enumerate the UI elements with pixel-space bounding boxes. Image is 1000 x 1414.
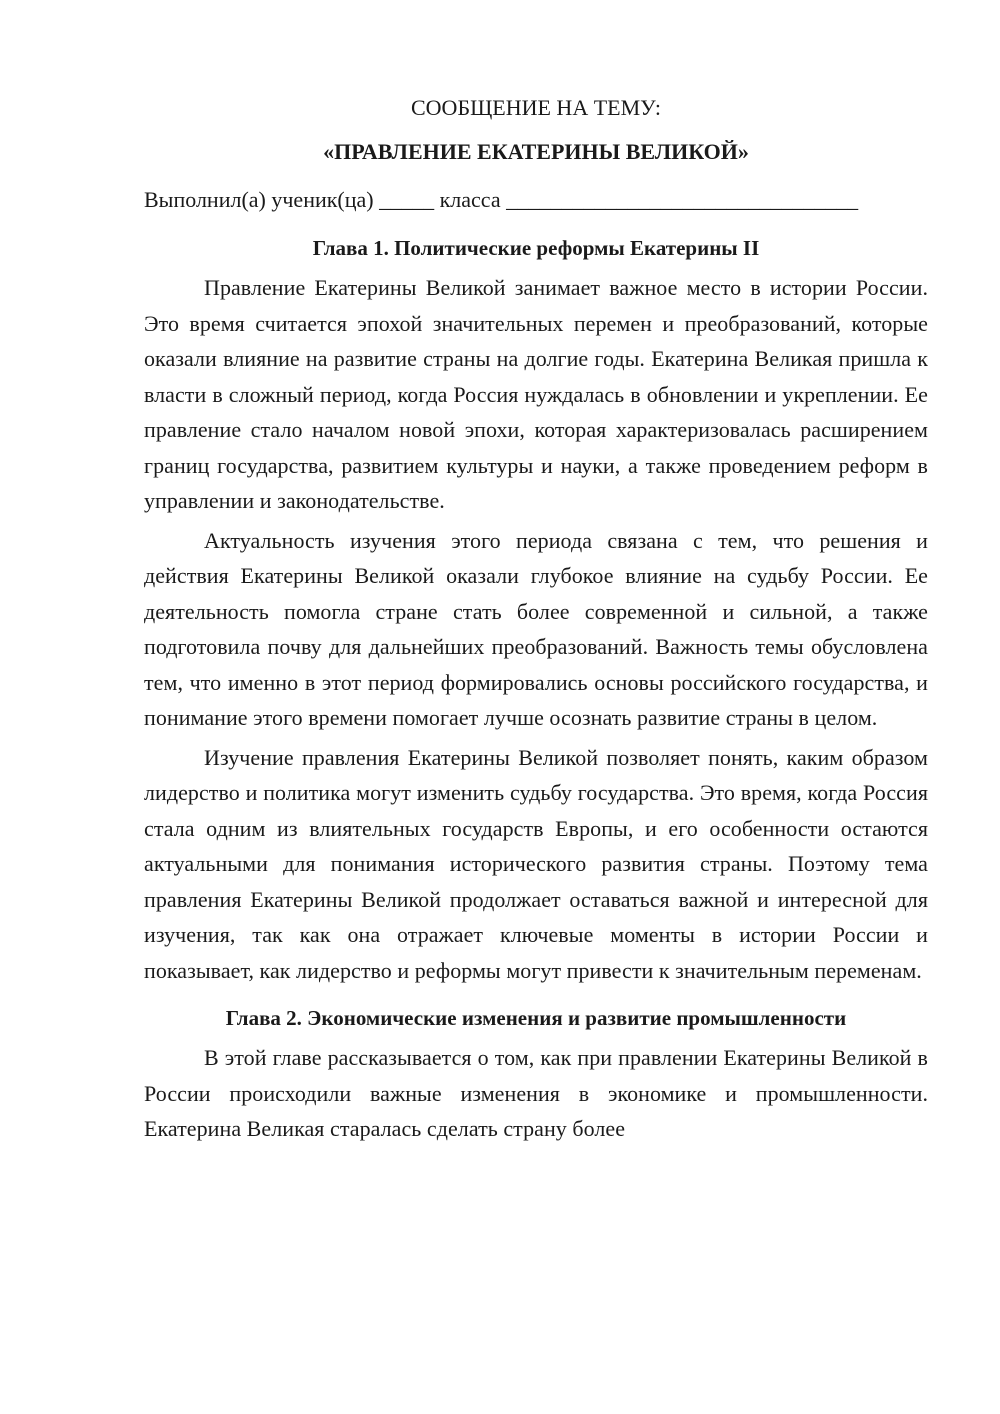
paragraph: Актуальность изучения этого периода связана с тем, что решения и действия Екатерины Великой оказали глубокое влияние на судьбу России. Ее деятельность помогла стране стать более современной и сильной, а также подготовила почву для дальнейших преобразований. Важность темы обусловлена тем, что именно в этот период формировались основы российского государства, и понимание этого времени помогает лучше осознать развитие страны в целом.	[144, 527, 928, 730]
chapter-heading: Глава 1. Политические реформы Екатерины II	[312, 236, 760, 260]
author-line: Выполнил(а) ученик(ца) _____ класса ________________________________	[144, 187, 859, 212]
document-title: «ПРАВЛЕНИЕ ЕКАТЕРИНЫ ВЕЛИКОЙ»	[323, 139, 749, 164]
paragraph: Правление Екатерины Великой занимает важное место в истории России. Это время считается эпохой значительных перемен и преобразований, которые оказали влияние на развитие страны на долгие годы. Екатерина Великая пришла к власти в сложный период, когда Россия нуждалась в обновлении и укреплении. Ее правление стало началом новой эпохи, которая характеризовалась расширением границ государства, развитием культуры и науки, а также проведением реформ в управлении и законодательстве.	[144, 275, 928, 513]
chapter-heading: Глава 2. Экономические изменения и развитие промышленности	[225, 1006, 847, 1030]
chapter-2	[144, 1002, 928, 1147]
chapter-1	[144, 232, 928, 988]
document-header: СООБЩЕНИЕ НА ТЕМУ:	[411, 95, 661, 120]
paragraph: В этой главе рассказывается о том, как при правлении Екатерины Великой в России происходили важные изменения в экономике и промышленности. Екатерина Великая старалась сделать страну более	[144, 1045, 928, 1141]
paragraph: Изучение правления Екатерины Великой позволяет понять, каким образом лидерство и политика могут изменить судьбу государства. Это время, когда Россия стала одним из влиятельных государств Европы, и его особенности остаются актуальными для понимания исторического развития страны. Поэтому тема правления Екатерины Великой продолжает оставаться важной и интересной для изучения, так как она отражает ключевые моменты в истории России и показывает, как лидерство и реформы могут привести к значительным переменам.	[144, 744, 928, 983]
document-page	[144, 92, 928, 1151]
